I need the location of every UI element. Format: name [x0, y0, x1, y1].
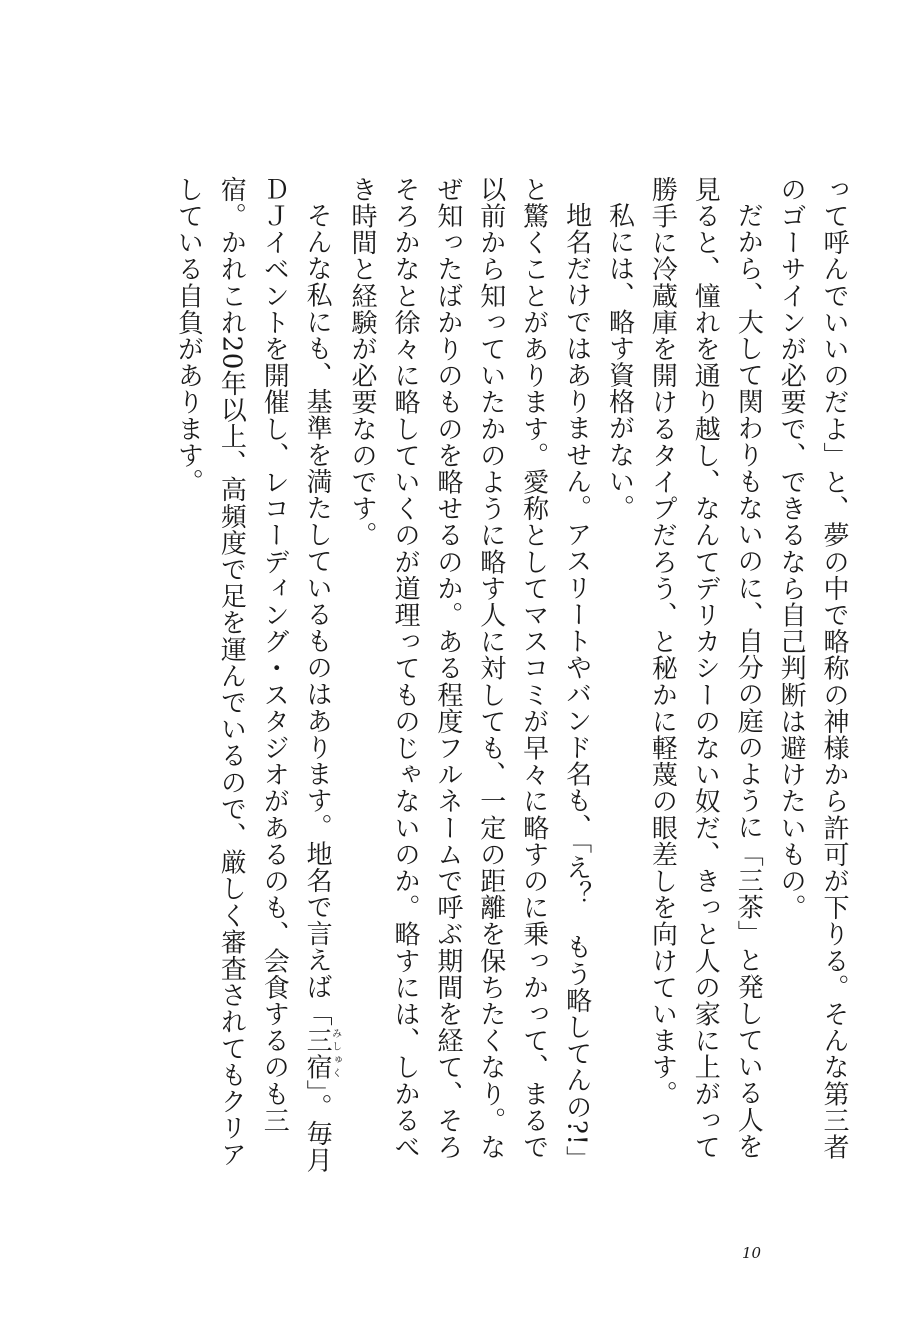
paragraph-5: [167, 176, 341, 1181]
paragraph-5-text-before: そんな私にも、基準を満たしているものはあります。地名で言えば「: [302, 202, 333, 1027]
ruby-reading: みしゅく: [329, 1026, 341, 1080]
paragraph-4: 地名だけではありません。アスリートやバンド名も、「え？ もう略してんの?!」と驚くことがあります。愛称としてマスコミが早々に略すのに乗っかって、まるで以前から知っていたかのように略す人に対しても、一定の距離を保ちたくなり。なぜ知ったばかりのものを略せるのか。ある程度フルネームで呼ぶ期間を経て、そろそろかなと徐々に略していくのが道理ってものじゃないのか。略すには、しかるべき時間と経験が必要なのです。: [347, 176, 592, 1173]
vertical-text-body: [95, 176, 855, 1181]
paragraph-1: って呼んでいいのだよ」と、夢の中で略称の神様から許可が下りる。そんな第三者のゴーサインが必要で、できるなら自己判断は避けたいもの。: [776, 176, 849, 1161]
paragraph-3: 私には、略す資格がない。: [604, 202, 635, 522]
ruby-base: 三宿: [302, 1026, 333, 1080]
page-number: 10: [742, 1244, 762, 1262]
ruby-mishuku: [302, 1026, 341, 1080]
paragraph-2: だから、大して関わりもないのに、自分の庭のように「三茶」と発している人を見ると、憧れを通り越し、なんてデリカシーのない奴だ、きっと人の家に上がって勝手に冷蔵庫を開けるタイプだろう、と秘かに軽蔑の眼差しを向けています。: [647, 176, 764, 1161]
paragraph-5-text-after: 」。毎月ＤＪイベントを開催し、レコーディング・スタジオがあるのも、会食するのも三宿。かれこれ20年以上、高頻度で足を運んでいるので、厳しく審査されてもクリアしている自負があります。: [173, 176, 333, 1174]
